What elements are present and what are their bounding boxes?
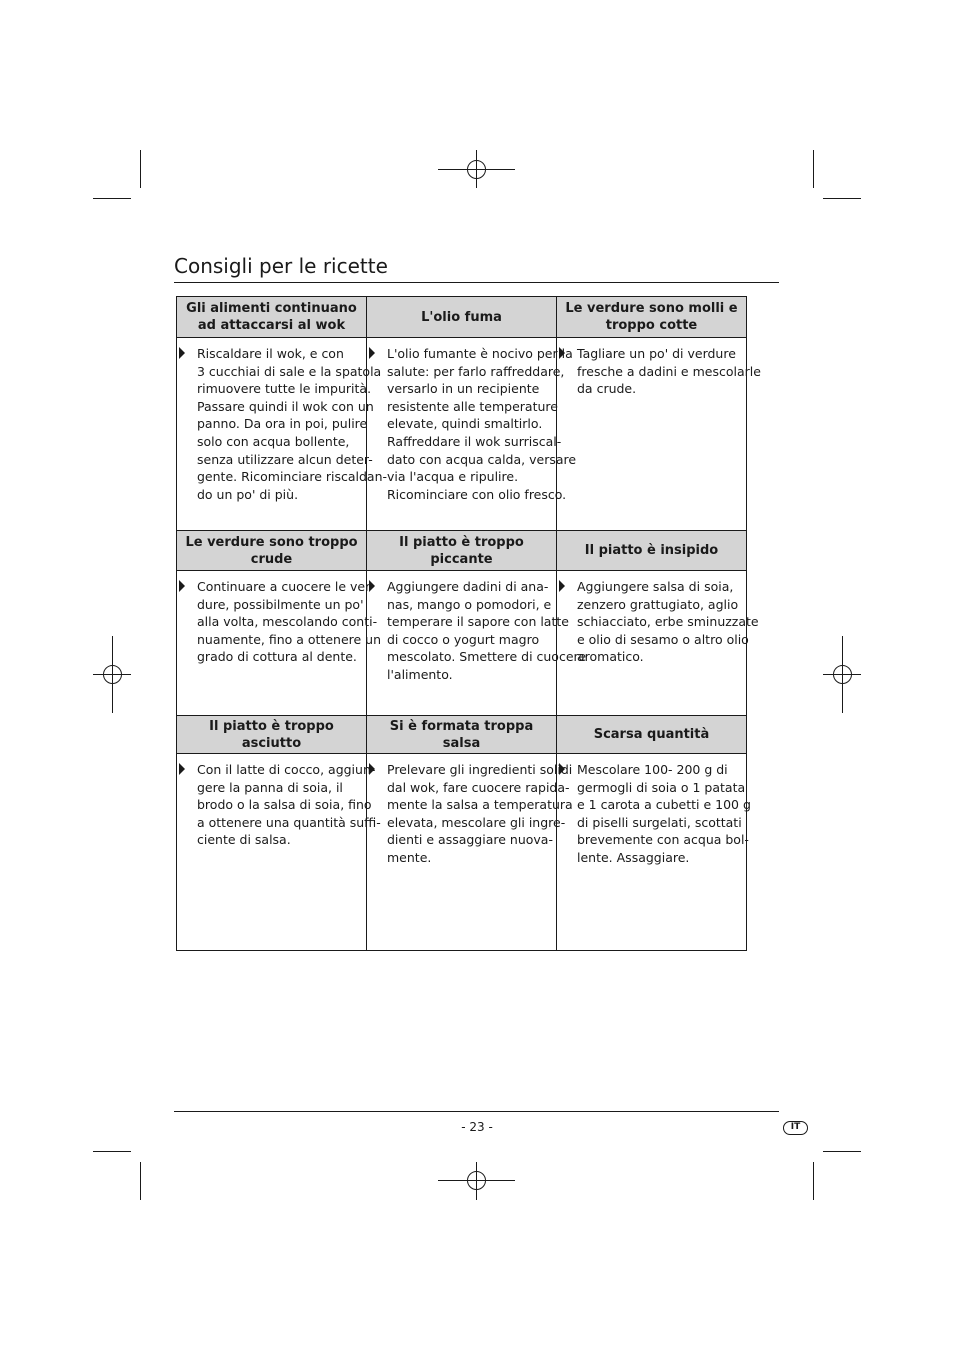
tip-cell: [557, 571, 759, 716]
tip-line: mente la salsa a temperatura: [387, 797, 573, 813]
tip-cell: [367, 571, 587, 716]
tip-text: [387, 578, 587, 684]
tip-line: solo con acqua bollente,: [197, 433, 350, 449]
tip-line: nas, mango o pomodori, e: [387, 596, 552, 612]
tip-line: elevata, mescolare gli ingre-: [387, 814, 566, 830]
tip-line: via l'acqua e ripulire.: [387, 469, 519, 485]
tip-line: salute: per farlo raffreddare,: [387, 363, 565, 379]
table-row: [177, 571, 747, 716]
tip-line: alla volta, mescolando conti-: [197, 614, 378, 630]
tip-line: dal wok, fare cuocere rapida-: [387, 779, 570, 795]
bullet-arrow-icon: [369, 347, 375, 359]
header-vegetables-overcooked: Le verdure sono molli e troppo cotte: [557, 297, 747, 338]
tip-cell: [367, 754, 573, 951]
bullet-arrow-icon: [179, 763, 185, 775]
tip-line: senza utilizzare alcun deter-: [197, 451, 373, 467]
header-too-dry: Il piatto è troppo asciutto: [177, 716, 367, 754]
tip-line: di cocco o yogurt magro: [387, 631, 540, 647]
tip-text: [197, 578, 382, 666]
tip-line: Continuare a cuocere le ver-: [197, 579, 374, 594]
tip-cell: [177, 754, 381, 951]
tip-line: di piselli surgelati, scottati: [577, 814, 742, 830]
tip-line: Riscaldare il wok, e con: [197, 346, 344, 361]
tip-line: lente. Assaggiare.: [577, 849, 690, 865]
tip-line: a ottenere una quantità suffi-: [197, 814, 381, 830]
tip-text: [577, 345, 761, 398]
tip-line: versarlo in un recipiente: [387, 381, 540, 397]
tip-line: Con il latte di cocco, aggiun-: [197, 762, 376, 777]
tip-line: mente.: [387, 849, 432, 865]
tip-line: Mescolare 100- 200 g di: [577, 762, 728, 777]
tip-line: nuamente, fino a ottenere un: [197, 631, 382, 647]
tip-line: grado di cottura al dente.: [197, 649, 357, 665]
recipe-tips-table: [176, 296, 761, 951]
tip-line: brodo o la salsa di soia, fino: [197, 797, 372, 813]
tip-text: [387, 345, 577, 503]
tip-text: [577, 761, 751, 867]
footer-rule: [174, 1111, 779, 1112]
bullet-arrow-icon: [369, 763, 375, 775]
tip-line: dato con acqua calda, versare: [387, 451, 577, 467]
tip-cell: [557, 754, 751, 951]
tip-line: Raffreddare il wok surriscal-: [387, 433, 562, 449]
header-too-much-sauce: Si è formata troppa salsa: [367, 716, 557, 754]
tip-line: elevate, quindi smaltirlo.: [387, 416, 543, 432]
tip-line: gente. Ricominciare riscaldan-: [197, 469, 388, 485]
tip-line: e olio di sesamo o altro olio: [577, 631, 749, 647]
tip-line: Ricominciare con olio fresco.: [387, 486, 567, 502]
tip-cell: [557, 338, 761, 531]
table-row: [177, 754, 747, 951]
table-header-row: [177, 716, 747, 754]
tip-line: dienti e assaggiare nuova-: [387, 832, 553, 848]
header-bland: Il piatto è insipido: [557, 531, 747, 571]
tip-line: fresche a dadini e mescolarle: [577, 363, 761, 379]
header-vegetables-raw: Le verdure sono troppo crude: [177, 531, 367, 571]
language-badge: IT: [783, 1121, 808, 1135]
tip-line: L'olio fumante è nocivo per la: [387, 346, 573, 361]
header-oil-smoking: L'olio fuma: [367, 297, 557, 338]
tip-text: [387, 761, 573, 867]
tip-line: germogli di soia o 1 patata: [577, 779, 746, 795]
tip-line: e 1 carota a cubetti e 100 g: [577, 797, 751, 813]
bullet-arrow-icon: [559, 763, 565, 775]
tip-line: schiacciato, erbe sminuzzate: [577, 614, 759, 630]
tip-text: [577, 578, 759, 666]
tip-line: brevemente con acqua bol-: [577, 832, 749, 848]
tip-cell: [367, 338, 577, 531]
tip-line: Tagliare un po' di verdure: [577, 346, 736, 361]
tip-line: mescolato. Smettere di cuocere: [387, 649, 587, 665]
tip-text: [197, 345, 388, 503]
table-header-row: [177, 297, 747, 338]
bullet-arrow-icon: [559, 580, 565, 592]
tip-line: Prelevare gli ingredienti solidi: [387, 762, 573, 777]
tip-line: dure, possibilmente un po': [197, 596, 364, 612]
tip-cell: [177, 338, 388, 531]
tip-line: ciente di salsa.: [197, 832, 291, 848]
tip-line: panno. Da ora in poi, pulire: [197, 416, 368, 432]
tip-line: l'alimento.: [387, 666, 453, 682]
bullet-arrow-icon: [559, 347, 565, 359]
bullet-arrow-icon: [369, 580, 375, 592]
header-small-quantity: Scarsa quantità: [557, 716, 747, 754]
tip-cell: [177, 571, 382, 716]
page-title: Consigli per le ricette: [174, 254, 388, 278]
tip-line: Aggiungere dadini di ana-: [387, 579, 549, 594]
tip-line: Passare quindi il wok con un: [197, 398, 374, 414]
tip-line: do un po' di più.: [197, 486, 299, 502]
page-number: - 23 -: [461, 1120, 493, 1134]
header-too-spicy: Il piatto è troppo piccante: [367, 531, 557, 571]
tip-line: Aggiungere salsa di soia,: [577, 579, 734, 594]
header-food-sticking: Gli alimenti continuano ad attaccarsi al wok: [177, 297, 367, 338]
bullet-arrow-icon: [179, 347, 185, 359]
table-row: [177, 338, 747, 531]
tip-line: gere la panna di soia, il: [197, 779, 343, 795]
bullet-arrow-icon: [179, 580, 185, 592]
tip-line: aromatico.: [577, 649, 644, 665]
tip-line: 3 cucchiai di sale e la spatola: [197, 363, 382, 379]
tip-text: [197, 761, 381, 849]
tip-line: rimuovere tutte le impurità.: [197, 381, 372, 397]
table-header-row: [177, 531, 747, 571]
title-rule: [174, 282, 779, 283]
tip-line: da crude.: [577, 381, 637, 397]
tip-line: zenzero grattugiato, aglio: [577, 596, 739, 612]
tip-line: resistente alle temperature: [387, 398, 558, 414]
tip-line: temperare il sapore con latte: [387, 614, 569, 630]
